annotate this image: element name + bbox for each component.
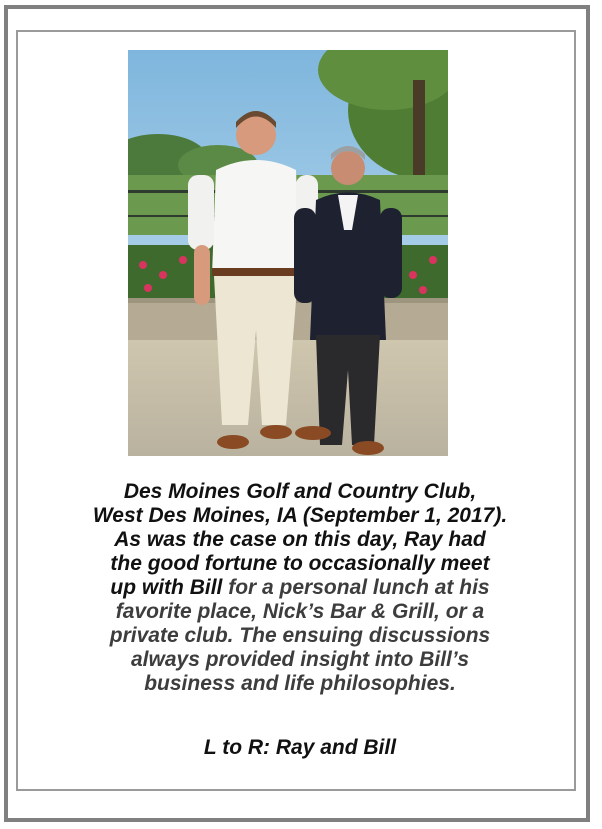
- photograph: [128, 50, 448, 456]
- caption-emphasis: up with Bill: [110, 576, 223, 599]
- caption-line: West Des Moines, IA (September 1, 2017).: [92, 504, 508, 527]
- caption-continuation: for a personal lunch at his: [222, 576, 490, 599]
- caption-line: business and life philosophies.: [144, 672, 456, 695]
- caption-line: [40, 576, 560, 600]
- caption-line: always provided insight into Bill’s: [130, 648, 469, 671]
- caption-line: favorite place, Nick’s Bar & Grill, or a: [115, 600, 485, 623]
- caption-line: private club. The ensuing discussions: [109, 624, 491, 647]
- caption-line: Des Moines Golf and Country Club,: [123, 480, 477, 503]
- caption-line: the good fortune to occasionally meet: [110, 552, 490, 575]
- caption-line: As was the case on this day, Ray had: [114, 528, 486, 551]
- photo-caption: [40, 480, 560, 696]
- photo-illustration: [128, 50, 448, 456]
- photo-credit: L to R: Ray and Bill: [203, 736, 397, 759]
